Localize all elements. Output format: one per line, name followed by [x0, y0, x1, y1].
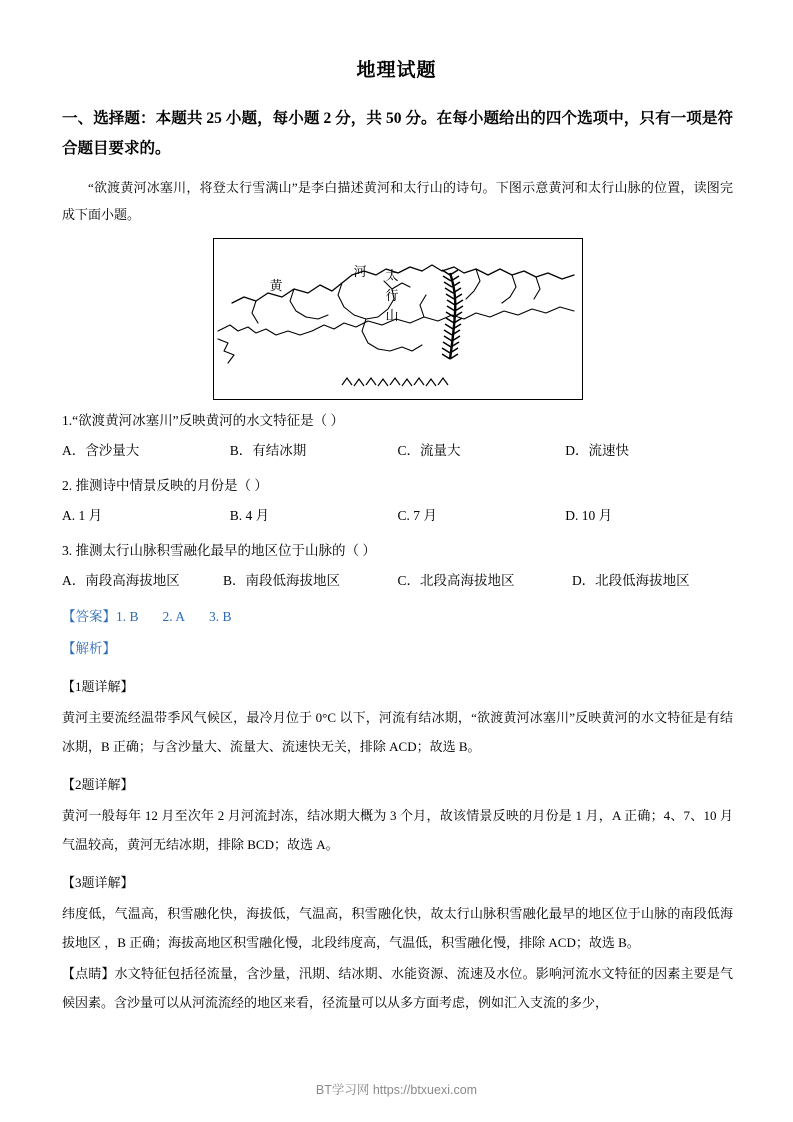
map-label-huang: 黄 — [269, 278, 283, 293]
option-3-b[interactable]: B．南段低海拔地区 — [223, 573, 341, 588]
section-heading: 一、选择题：本题共 25 小题，每小题 2 分，共 50 分。在每小题给出的四个选项中，只有一项是符合题目要求的。 — [62, 110, 733, 157]
detail-4-body — [62, 959, 733, 1017]
page-title: 地理试题 — [356, 60, 437, 81]
question-3-options — [62, 567, 733, 595]
analysis-label: 【解析】 — [62, 641, 116, 656]
map-label-xing: 行 — [385, 288, 399, 303]
answer-label: 【答案】 — [62, 609, 116, 624]
option-1-d[interactable]: D．流速快 — [565, 443, 629, 458]
answer-line — [62, 603, 733, 631]
map-label-he: 河 — [353, 264, 367, 279]
answer-item-3: 3. B — [209, 609, 232, 624]
option-1-a[interactable]: A．含沙量大 — [62, 443, 140, 458]
option-2-c[interactable]: C. 7 月 — [397, 508, 437, 523]
option-1-b[interactable]: B．有结冰期 — [229, 443, 307, 458]
taihang-range-symbol — [442, 270, 463, 359]
question-1-options — [62, 437, 733, 465]
map-label-tai: 太 — [385, 268, 399, 283]
map-figure — [213, 238, 583, 400]
detail-1-body: 黄河主要流经温带季风气候区，最冷月位于 0°C 以下，河流有结冰期，“欲渡黄河冰塞川”反映黄河的水文特征是有结冰期，B 正确；与含沙量大、流量大、流速快无关，排除 ACD；故选 B。 — [62, 710, 733, 754]
detail-3-body: 纬度低，气温高，积雪融化快，海拔低，气温高，积雪融化快，故太行山脉积雪融化最早的地区位于山脉的南段低海拔地区 ，B 正确；海拔高地区积雪融化慢，北段纬度高，气温低，积雪融化慢，排除 ACD；故选 B。 — [62, 906, 733, 950]
detail-2-body: 黄河一般每年 12 月至次年 2 月河流封冻，结冰期大概为 3 个月，故该情景反映的月份是 1 月，A 正确；4、7、10 月气温较高，黄河无结冰期，排除 BCD；故选 A。 — [62, 808, 733, 852]
option-3-d[interactable]: D．北段低海拔地区 — [571, 573, 690, 588]
question-3-text: 3. 推测太行山脉积雪融化最早的地区位于山脉的（ ） — [62, 543, 376, 558]
option-2-b[interactable]: B. 4 月 — [229, 508, 270, 523]
question-1-text: 1.“欲渡黄河冰塞川”反映黄河的水文特征是（ ） — [62, 413, 344, 428]
detail-4-text: 水文特征包括径流量，含沙量，汛期、结冰期、水能资源、流速及水位。影响河流水文特征的因素主要是气候因素。含沙量可以从河流流经的地区来看，径流量可以从多方面考虑，例如汇入支流的多少， — [62, 966, 733, 1010]
question-stem: “欲渡黄河冰塞川，将登太行雪满山”是李白描述黄河和太行山的诗句。下图示意黄河和太行山脉的位置，读图完成下面小题。 — [62, 180, 733, 222]
answer-item-1: 1. B — [116, 609, 139, 624]
document-body — [0, 104, 793, 1017]
detail-3-heading: 【3题详解】 — [62, 875, 134, 890]
option-3-a[interactable]: A．南段高海拔地区 — [62, 573, 180, 588]
question-2-options — [62, 502, 733, 530]
detail-2-heading: 【2题详解】 — [62, 777, 134, 792]
option-2-d[interactable]: D. 10 月 — [565, 508, 613, 523]
southern-mountains-symbol — [340, 378, 580, 389]
site-watermark: BT学习网 https://btxuexi.com — [315, 1083, 478, 1097]
option-3-c[interactable]: C．北段高海拔地区 — [397, 573, 515, 588]
option-2-a[interactable]: A. 1 月 — [62, 508, 103, 523]
option-1-c[interactable]: C．流量大 — [397, 443, 461, 458]
detail-4-heading-inline: 【点睛】 — [62, 966, 115, 981]
question-2-text: 2. 推测诗中情景反映的月份是（ ） — [62, 478, 268, 493]
answer-item-2: 2. A — [162, 609, 186, 624]
detail-1-heading: 【1题详解】 — [62, 679, 134, 694]
map-label-shan: 山 — [385, 308, 399, 323]
